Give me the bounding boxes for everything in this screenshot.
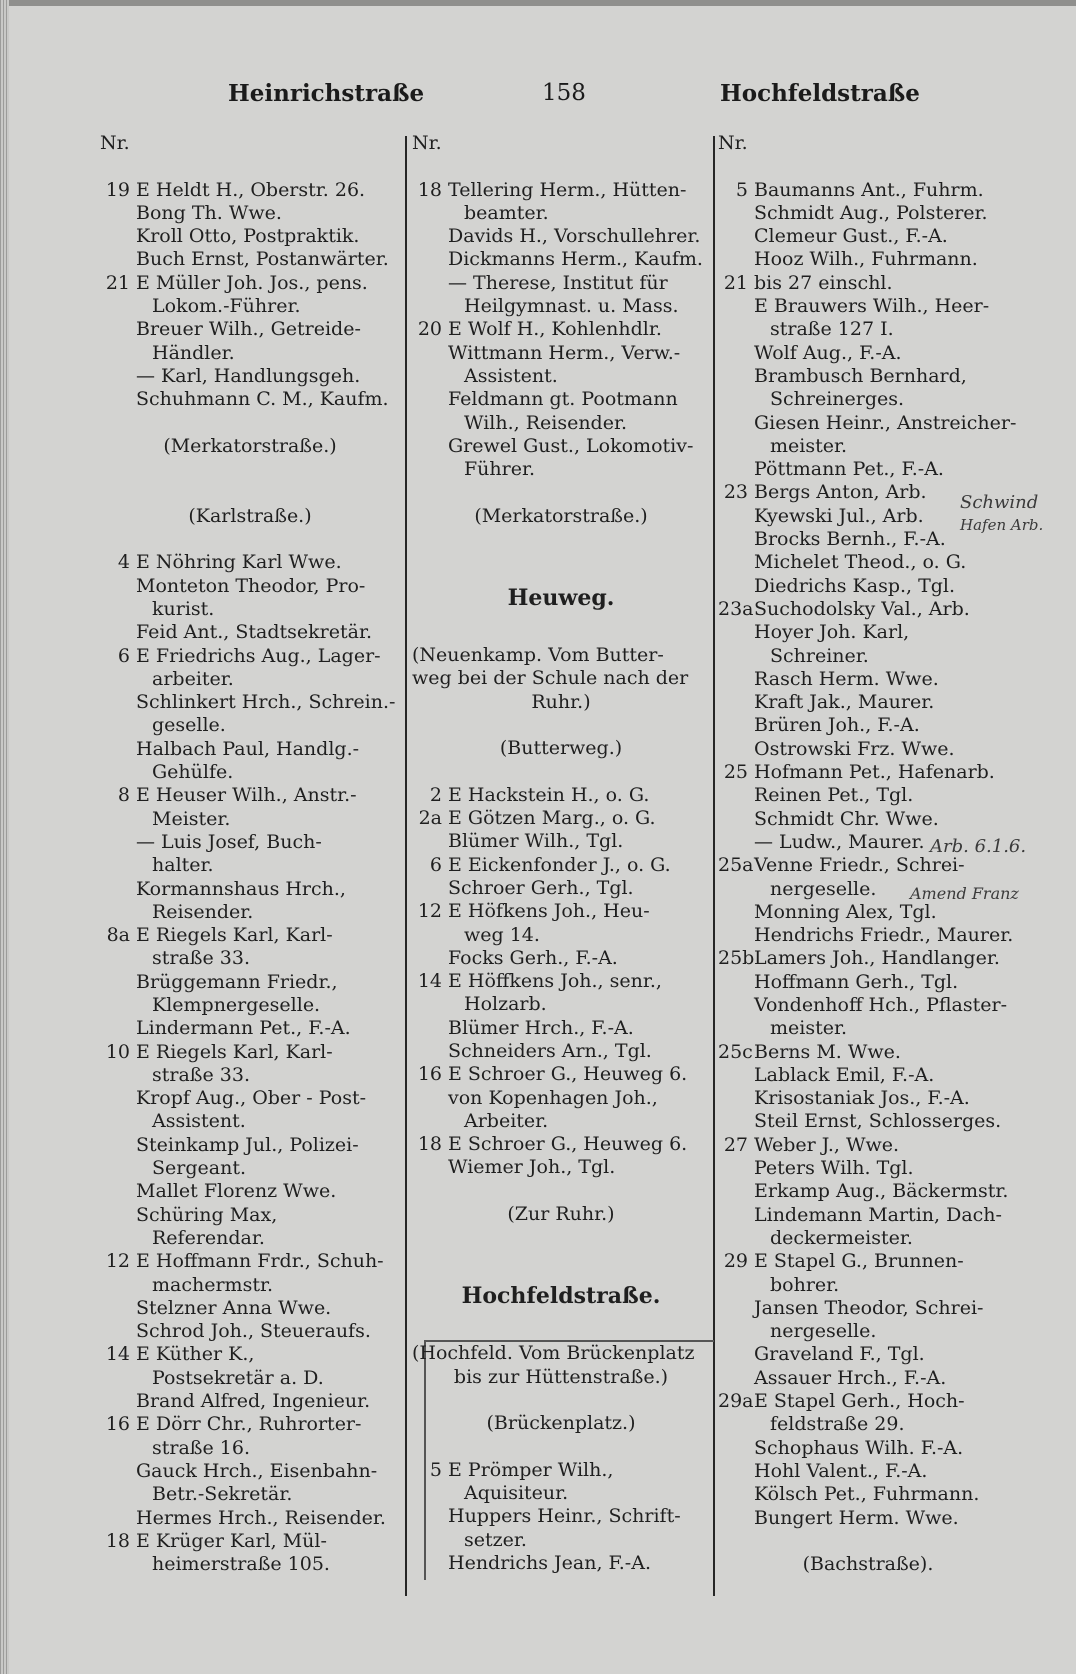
resident-line: Dickmanns Herm., Kaufm. <box>448 248 703 271</box>
resident-line: Heilgymnast. u. Mass. <box>464 295 679 318</box>
resident-line: arbeiter. <box>152 667 234 690</box>
resident-line: Gehülfe. <box>152 761 234 784</box>
resident-line: Schmidt Aug., Polsterer. <box>754 201 988 224</box>
resident-line: Huppers Heinr., Schrift- <box>448 1505 681 1528</box>
resident-line: Schneiders Arn., Tgl. <box>448 1039 652 1062</box>
house-number: 14 <box>417 970 442 993</box>
resident-line: Blümer Wilh., Tgl. <box>448 830 624 853</box>
resident-line: Lindemann Martin, Dach- <box>754 1203 1002 1226</box>
resident-line: Lokom.-Führer. <box>152 295 301 318</box>
house-number: 16 <box>105 1413 130 1436</box>
page-header <box>100 80 1036 120</box>
house-number: 20 <box>417 318 442 341</box>
resident-line: Gauck Hrch., Eisenbahn- <box>136 1459 378 1482</box>
resident-line: Blümer Hrch., F.-A. <box>448 1016 634 1039</box>
resident-line: Brand Alfred, Ingenieur. <box>136 1390 371 1413</box>
resident-line: E Brauwers Wilh., Heer- <box>754 295 990 318</box>
house-entry <box>412 1063 710 1086</box>
resident-text: E Höffkens Joh., senr., <box>448 970 662 993</box>
resident-line: Buch Ernst, Postanwärter. <box>136 248 389 271</box>
house-number: 4 <box>117 551 130 574</box>
spacer <box>100 412 400 435</box>
column-1 <box>100 132 400 1576</box>
spacer <box>100 458 400 505</box>
resident-line: bohrer. <box>770 1273 840 1296</box>
resident-line: Schreinerges. <box>770 388 905 411</box>
house-number: 12 <box>105 1250 130 1273</box>
resident-line: Wolf Aug., F.-A. <box>754 341 902 364</box>
resident-line: Sergeant. <box>152 1157 246 1180</box>
spacer <box>412 1226 710 1273</box>
resident-line: Händler. <box>152 341 235 364</box>
resident-line: Grewel Gust., Lokomotiv- <box>448 434 694 457</box>
resident-line: Krisostaniak Jos., F.-A. <box>754 1087 970 1110</box>
house-entry <box>718 947 1018 970</box>
section-title: Hochfeldstraße. <box>461 1282 661 1309</box>
resident-line: straße 127 I. <box>770 318 894 341</box>
resident-line: Steil Ernst, Schlosserges. <box>754 1110 1002 1133</box>
resident-text: E Schroer G., Heuweg 6. <box>448 1133 688 1156</box>
resident-text: E Götzen Marg., o. G. <box>448 807 656 830</box>
resident-line: Meister. <box>152 807 231 830</box>
handwritten-note: Hafen Arb. <box>960 516 1044 534</box>
resident-line: Führer. <box>464 458 536 481</box>
resident-line: Klempnergeselle. <box>152 993 321 1016</box>
resident-text: E Stapel Gerh., Hoch- <box>754 1390 965 1413</box>
resident-line: straße 33. <box>152 1063 250 1086</box>
resident-line: Kölsch Pet., Fuhrmann. <box>754 1483 980 1506</box>
resident-line: halter. <box>152 854 214 877</box>
resident-line: Hooz Wilh., Fuhrmann. <box>754 248 978 271</box>
resident-text: Weber J., Wwe. <box>754 1133 900 1156</box>
house-entry <box>412 318 710 341</box>
cross-street-note: (Karlstraße.) <box>188 504 312 527</box>
resident-line: Feid Ant., Stadtsekretär. <box>136 621 372 644</box>
spacer <box>412 1435 710 1458</box>
resident-line: Brüren Joh., F.-A. <box>754 714 920 737</box>
house-number: 21 <box>105 271 130 294</box>
resident-line: — Therese, Institut für <box>448 271 668 294</box>
cross-street-note: Ruhr.) <box>531 690 591 713</box>
resident-line: Kormannshaus Hrch., <box>136 877 346 900</box>
spacer <box>412 1319 710 1342</box>
house-entry <box>100 1343 400 1366</box>
house-entry <box>718 761 1018 784</box>
cross-street-note: (Brückenplatz.) <box>486 1412 636 1435</box>
resident-line: Wittmann Herm., Verw.- <box>448 341 681 364</box>
resident-line: kurist. <box>152 597 215 620</box>
resident-line: Jansen Theodor, Schrei- <box>754 1296 984 1319</box>
resident-line: Steinkamp Jul., Polizei- <box>136 1133 359 1156</box>
header-left-street: Heinrichstraße <box>228 80 425 107</box>
house-number: 8a <box>106 924 130 947</box>
resident-text: E Dörr Chr., Ruhrorter- <box>136 1413 362 1436</box>
house-entry <box>100 1250 400 1273</box>
spacer <box>412 155 710 178</box>
house-entry <box>100 1413 400 1436</box>
resident-line: Focks Gerh., F.-A. <box>448 946 618 969</box>
resident-text: E Prömper Wilh., <box>448 1458 614 1481</box>
resident-text: E Heuser Wilh., Anstr.- <box>136 784 357 807</box>
house-entry <box>100 272 400 295</box>
resident-line: Wiemer Joh., Tgl. <box>448 1156 616 1179</box>
resident-line: feldstraße 29. <box>770 1413 905 1436</box>
resident-line: Aquisiteur. <box>464 1482 569 1505</box>
resident-line: Hoffmann Gerh., Tgl. <box>754 970 959 993</box>
resident-line: Brambusch Bernhard, <box>754 364 967 387</box>
house-number: 18 <box>105 1529 130 1552</box>
column-divider-2 <box>713 136 715 1596</box>
resident-text: E Friedrichs Aug., Lager- <box>136 644 381 667</box>
cross-street-note: (Bachstraße). <box>802 1553 934 1576</box>
cross-street-note: bis zur Hüttenstraße.) <box>453 1365 669 1388</box>
resident-line: Schrod Joh., Steueraufs. <box>136 1320 371 1343</box>
resident-line: Schuhmann C. M., Kaufm. <box>136 388 389 411</box>
house-number: 16 <box>417 1063 442 1086</box>
resident-line: geselle. <box>152 714 226 737</box>
resident-line: nergeselle. <box>770 1320 877 1343</box>
house-entry <box>100 179 400 202</box>
resident-text: Lamers Joh., Handlanger. <box>754 947 1000 970</box>
house-number: 12 <box>417 900 442 923</box>
resident-line: Monning Alex, Tgl. <box>754 900 937 923</box>
house-entry <box>412 784 710 807</box>
house-number: 25 <box>723 761 748 784</box>
house-entry <box>718 1041 1018 1064</box>
column-2 <box>412 132 710 1575</box>
resident-line: Assistent. <box>152 1110 246 1133</box>
resident-text: E Küther K., <box>136 1343 255 1366</box>
handwritten-note: Schwind <box>960 492 1039 513</box>
resident-line: straße 16. <box>152 1436 250 1459</box>
resident-line: meister. <box>770 1017 848 1040</box>
resident-line: beamter. <box>464 201 549 224</box>
house-number: 2a <box>418 807 442 830</box>
spacer <box>412 714 710 737</box>
resident-line: (Hochfeld. Vom Brückenplatz <box>412 1342 695 1365</box>
resident-line: machermstr. <box>152 1273 273 1296</box>
header-right-street: Hochfeldstraße <box>720 80 920 107</box>
resident-line: (Neuenkamp. Vom Butter- <box>412 643 664 666</box>
resident-text: E Müller Joh. Jos., pens. <box>136 271 368 294</box>
resident-line: Reisender. <box>152 900 254 923</box>
resident-text: E Krüger Karl, Mül- <box>136 1529 327 1552</box>
resident-line: Schophaus Wilh. F.-A. <box>754 1436 964 1459</box>
resident-line: nergeselle. <box>770 877 877 900</box>
spacer <box>412 621 710 644</box>
resident-line: Clemeur Gust., F.-A. <box>754 225 948 248</box>
resident-line: Reinen Pet., Tgl. <box>754 784 914 807</box>
resident-line: Kropf Aug., Ober - Post- <box>136 1087 367 1110</box>
page-edge-top <box>0 0 1076 6</box>
house-number: 23 <box>723 481 748 504</box>
resident-line: Assistent. <box>464 364 558 387</box>
house-number: 8 <box>117 784 130 807</box>
house-number: 10 <box>105 1040 130 1063</box>
handwritten-note: Arb. 6.1.6. <box>930 836 1027 857</box>
resident-line: Stelzner Anna Wwe. <box>136 1296 332 1319</box>
house-number: 27 <box>723 1133 748 1156</box>
section-title: Heuweg. <box>507 584 615 611</box>
house-entry <box>718 1250 1018 1273</box>
resident-line: setzer. <box>464 1528 527 1551</box>
resident-line: Ostrowski Frz. Wwe. <box>754 737 955 760</box>
resident-line: Schmidt Chr. Wwe. <box>754 807 939 830</box>
resident-line: Feldmann gt. Pootmann <box>448 388 678 411</box>
resident-text: Bergs Anton, Arb. <box>754 481 927 504</box>
house-entry <box>100 1041 400 1064</box>
resident-line: straße 33. <box>152 947 250 970</box>
resident-line: Hendrichs Jean, F.-A. <box>448 1551 651 1574</box>
resident-text: E Riegels Karl, Karl- <box>136 1040 333 1063</box>
resident-text: E Hackstein H., o. G. <box>448 783 650 806</box>
house-entry <box>412 1459 710 1482</box>
cross-street-note: (Zur Ruhr.) <box>507 1203 615 1226</box>
house-entry <box>718 598 1018 621</box>
column-divider-1 <box>405 136 407 1596</box>
cross-street-note: (Merkatorstraße.) <box>474 504 648 527</box>
resident-line: weg bei der Schule nach der <box>412 667 689 690</box>
page-edge-left <box>0 0 9 1674</box>
cross-street-note: (Merkatorstraße.) <box>163 434 337 457</box>
resident-line: Nr. <box>412 132 442 154</box>
handwritten-note: Amend Franz <box>910 884 1019 903</box>
resident-line: — Karl, Handlungsgeh. <box>136 364 361 387</box>
resident-line: Rasch Herm. Wwe. <box>754 667 939 690</box>
resident-text: Suchodolsky Val., Arb. <box>754 597 970 620</box>
resident-line: Bong Th. Wwe. <box>136 201 282 224</box>
house-entry <box>100 1530 400 1553</box>
house-number: 25b <box>718 947 755 970</box>
resident-line: Breuer Wilh., Getreide- <box>136 318 361 341</box>
house-entry <box>100 645 400 668</box>
house-entry <box>718 179 1018 202</box>
house-number: 5 <box>735 178 748 201</box>
resident-text: E Wolf H., Kohlenhdlr. <box>448 318 662 341</box>
resident-line: Betr.-Sekretär. <box>152 1483 293 1506</box>
spacer <box>718 1530 1018 1553</box>
resident-line: Nr. <box>100 132 130 154</box>
spacer <box>412 481 710 504</box>
resident-text: E Schroer G., Heuweg 6. <box>448 1063 688 1086</box>
resident-line: weg 14. <box>464 923 540 946</box>
house-entry <box>718 272 1018 295</box>
resident-line: Halbach Paul, Handlg.- <box>136 737 360 760</box>
resident-line: Graveland F., Tgl. <box>754 1343 925 1366</box>
resident-line: von Kopenhagen Joh., <box>448 1086 658 1109</box>
house-number: 25a <box>718 854 754 877</box>
house-number: 6 <box>117 644 130 667</box>
house-entry <box>412 807 710 830</box>
resident-line: Giesen Heinr., Anstreicher- <box>754 411 1017 434</box>
house-entry <box>100 551 400 574</box>
house-entry <box>412 179 710 202</box>
house-entry <box>412 854 710 877</box>
spacer <box>100 528 400 551</box>
resident-line: Hoyer Joh. Karl, <box>754 621 910 644</box>
resident-line: Kraft Jak., Maurer. <box>754 691 935 714</box>
house-entry <box>100 784 400 807</box>
resident-line: Schroer Gerh., Tgl. <box>448 876 634 899</box>
resident-text: Baumanns Ant., Fuhrm. <box>754 178 984 201</box>
resident-line: Michelet Theod., o. G. <box>754 551 967 574</box>
house-number: 14 <box>105 1343 130 1366</box>
house-entry <box>718 1390 1018 1413</box>
resident-line: Peters Wilh. Tgl. <box>754 1157 914 1180</box>
resident-line: Hendrichs Friedr., Maurer. <box>754 924 1014 947</box>
resident-line: Schreiner. <box>770 644 869 667</box>
resident-text: E Hoffmann Frdr., Schuh- <box>136 1250 384 1273</box>
resident-line: Postsekretär a. D. <box>152 1366 324 1389</box>
resident-line: Lablack Emil, F.-A. <box>754 1063 935 1086</box>
resident-text: E Riegels Karl, Karl- <box>136 924 333 947</box>
resident-line: Pöttmann Pet., F.-A. <box>754 458 944 481</box>
resident-line: Nr. <box>718 132 748 154</box>
house-number: 18 <box>417 1133 442 1156</box>
spacer <box>412 760 710 783</box>
resident-line: Hohl Valent., F.-A. <box>754 1459 928 1482</box>
resident-text: E Stapel G., Brunnen- <box>754 1250 964 1273</box>
house-entry <box>412 1133 710 1156</box>
house-number: 25c <box>718 1040 753 1063</box>
resident-text: bis 27 einschl. <box>754 271 893 294</box>
house-entry <box>718 1134 1018 1157</box>
resident-line: Mallet Florenz Wwe. <box>136 1180 337 1203</box>
resident-text: E Heldt H., Oberstr. 26. <box>136 178 366 201</box>
house-number: 23a <box>718 597 754 620</box>
resident-line: — Luis Josef, Buch- <box>136 830 322 853</box>
resident-line: Davids H., Vorschullehrer. <box>448 225 701 248</box>
resident-line: Schüring Max, <box>136 1203 278 1226</box>
page-number: 158 <box>542 80 586 106</box>
house-entry <box>412 900 710 923</box>
resident-line: Arbeiter. <box>464 1109 549 1132</box>
resident-line: Referendar. <box>152 1226 265 1249</box>
resident-line: Wilh., Reisender. <box>464 411 628 434</box>
resident-line: Monteton Theodor, Pro- <box>136 574 366 597</box>
resident-line: heimerstraße 105. <box>152 1553 330 1576</box>
resident-line: Brocks Bernh., F.-A. <box>754 528 946 551</box>
house-entry <box>412 970 710 993</box>
house-number: 2 <box>429 783 442 806</box>
resident-line: Kroll Otto, Postpraktik. <box>136 225 360 248</box>
resident-line: Vondenhoff Hch., Pflaster- <box>754 993 1007 1016</box>
resident-text: Tellering Herm., Hütten- <box>448 178 687 201</box>
house-number: 29 <box>723 1250 748 1273</box>
resident-line: — Ludw., Maurer. <box>754 830 925 853</box>
spacer <box>718 155 1018 178</box>
house-number: 29a <box>718 1390 754 1413</box>
spacer <box>412 1180 710 1203</box>
resident-line: meister. <box>770 434 848 457</box>
cross-street-note: (Butterweg.) <box>499 737 623 760</box>
house-number: 6 <box>429 853 442 876</box>
house-number: 19 <box>105 178 130 201</box>
resident-line: deckermeister. <box>770 1226 913 1249</box>
resident-text: Hofmann Pet., Hafenarb. <box>754 761 995 784</box>
spacer <box>412 1389 710 1412</box>
house-number: 18 <box>417 178 442 201</box>
resident-line: Holzarb. <box>464 993 547 1016</box>
resident-line: Lindermann Pet., F.-A. <box>136 1017 351 1040</box>
resident-text: Berns M. Wwe. <box>754 1040 901 1063</box>
resident-line: Assauer Hrch., F.-A. <box>754 1366 947 1389</box>
spacer <box>412 528 710 575</box>
resident-text: E Eickenfonder J., o. G. <box>448 853 671 876</box>
resident-line: Bungert Herm. Wwe. <box>754 1506 959 1529</box>
resident-line: Kyewski Jul., Arb. <box>754 504 924 527</box>
resident-text: Venne Friedr., Schrei- <box>754 854 965 877</box>
house-number: 21 <box>723 271 748 294</box>
resident-text: E Höfkens Joh., Heu- <box>448 900 650 923</box>
house-entry <box>718 854 1018 877</box>
resident-line: Diedrichs Kasp., Tgl. <box>754 574 956 597</box>
resident-line: Schlinkert Hrch., Schrein.- <box>136 691 396 714</box>
resident-text: E Nöhring Karl Wwe. <box>136 551 342 574</box>
resident-line: Hermes Hrch., Reisender. <box>136 1506 386 1529</box>
resident-line: Brüggemann Friedr., <box>136 970 338 993</box>
resident-line: Erkamp Aug., Bäckermstr. <box>754 1180 1009 1203</box>
house-number: 5 <box>429 1458 442 1481</box>
spacer <box>100 155 400 178</box>
house-entry <box>100 924 400 947</box>
